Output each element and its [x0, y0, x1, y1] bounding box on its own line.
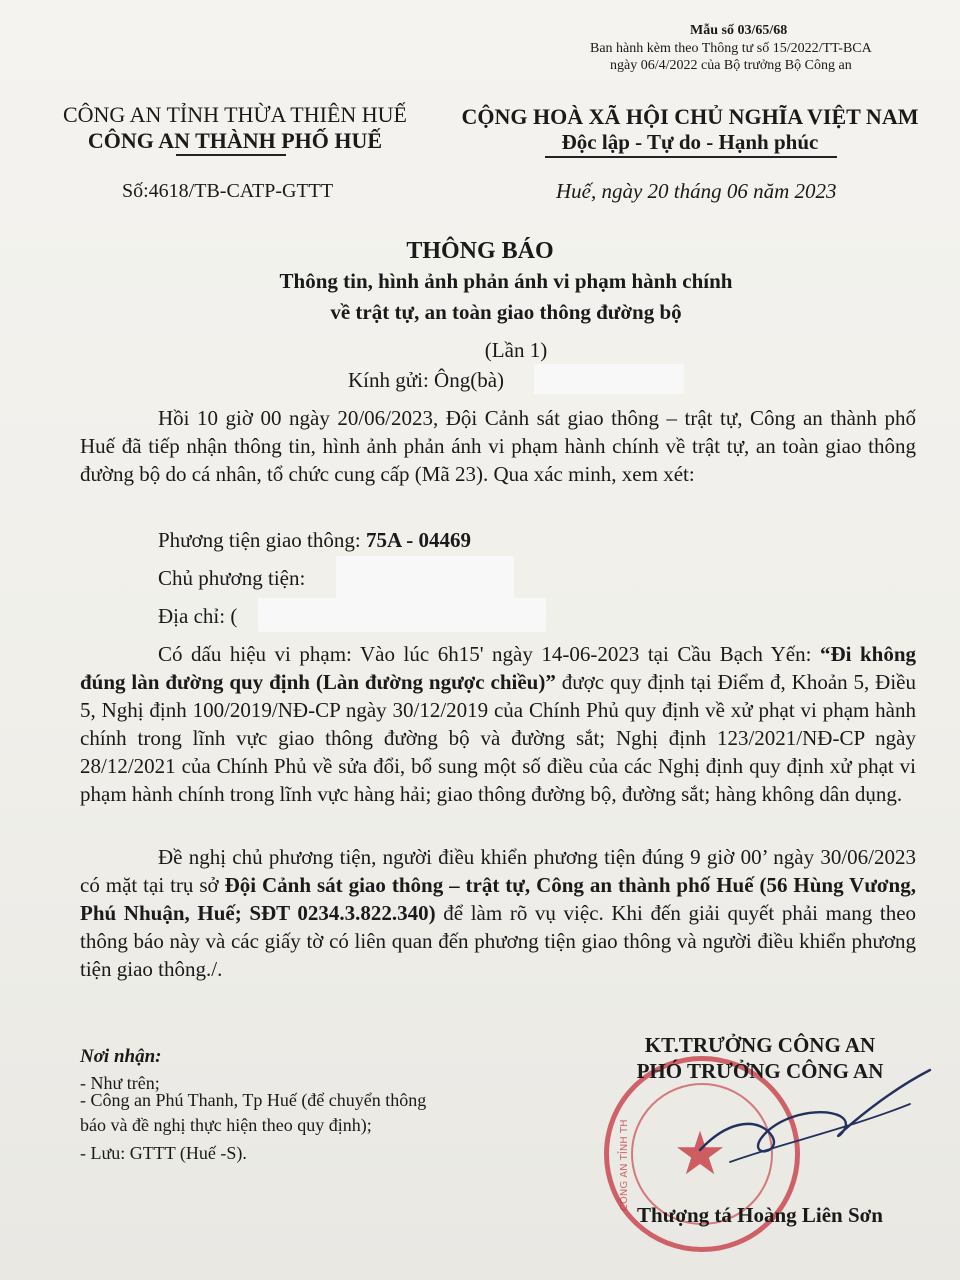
- recipients-item2a: - Công an Phú Thanh, Tp Huế (để chuyển thông: [80, 1090, 427, 1110]
- recipient-label: Kính gửi: Ông(bà): [348, 368, 505, 392]
- vehicle-label: Phương tiện giao thông:: [158, 528, 361, 552]
- title-line1: Thông tin, hình ảnh phản ánh vi phạm hành chính: [279, 269, 733, 293]
- recipients-item3: - Lưu: GTTT (Huế -S).: [80, 1143, 247, 1163]
- seal-star-icon: ★: [673, 1119, 727, 1189]
- recipients-item2b: báo và đề nghị thực hiện theo quy định);: [80, 1115, 372, 1135]
- agency-name: CÔNG AN THÀNH PHỐ HUẾ: [87, 128, 383, 153]
- title-line2: về trật tự, an toàn giao thông đường bộ: [330, 300, 682, 324]
- document-title: THÔNG BÁO: [406, 238, 554, 264]
- motto-underline: [545, 156, 837, 158]
- agency-underline: [176, 154, 286, 156]
- signer-name: Thượng tá Hoàng Liên Sơn: [637, 1203, 883, 1227]
- form-issued-line2: ngày 06/4/2022 của Bộ trưởng Bộ Công an: [610, 58, 852, 73]
- request-office: Đội Cảnh sát giao thông – trật tự, Công an thành phố Huế (56 Hùng Vương, Phú Nhuận, Huế; SĐT 0234.3.822.340): [80, 873, 916, 925]
- round-label: (Lần 1): [484, 338, 548, 362]
- handwritten-signature: [690, 1058, 940, 1178]
- recipients-item1: - Như trên;: [80, 1073, 160, 1093]
- signer-line1: KT.TRƯỞNG CÔNG AN: [644, 1033, 876, 1057]
- nation-name: CỘNG HOÀ XÃ HỘI CHỦ NGHĨA VIỆT NAM: [461, 104, 919, 129]
- redacted-recipient: [534, 364, 684, 394]
- address-label: Địa chỉ:: [158, 604, 226, 628]
- paragraph-received: Hồi 10 giờ 00 ngày 20/06/2023, Đội Cảnh sát giao thông – trật tự, Công an thành phố Huế đã tiếp nhận thông tin, hình ảnh phản ánh vi phạm hành chính về trật tự, an toàn giao thông đường bộ do cá nhân, tổ chức cung cấp (Mã 23). Qua xác minh, xem xét:: [80, 406, 916, 486]
- paragraph-violation: [80, 640, 916, 808]
- redacted-address: [258, 598, 546, 632]
- recipients-heading: Nơi nhận:: [80, 1046, 162, 1067]
- address-line: [158, 604, 237, 629]
- document-number: Số:4618/TB-CATP-GTTT: [122, 180, 334, 202]
- signer-line2: PHÓ TRƯỞNG CÔNG AN: [636, 1059, 884, 1083]
- form-number: Mẫu số 03/65/68: [690, 23, 788, 38]
- request-part2: để làm rõ vụ việc. Khi đến giải quyết phải mang theo thông báo này và các giấy tờ có liên quan đến phương tiện giao thông và người điều khiển phương tiện giao thông./.: [80, 901, 917, 981]
- request-part1: Đề nghị chủ phương tiện, người điều khiển phương tiện đúng 9 giờ 00’ ngày 30/06/2023 có mặt tại trụ sở: [80, 845, 916, 897]
- violation-intro: Có dấu hiệu vi phạm: Vào lúc 6h15' ngày 14-06-2023 tại Cầu Bạch Yến:: [158, 642, 812, 666]
- vehicle-plate: 75A - 04469: [365, 528, 471, 552]
- paragraph-request: [80, 843, 916, 983]
- form-issued-line1: Ban hành kèm theo Thông tư số 15/2022/TT-BCA: [590, 41, 872, 56]
- vehicle-line: [158, 528, 471, 553]
- agency-parent: CÔNG AN TỈNH THỪA THIÊN HUẾ: [62, 102, 407, 127]
- redacted-owner: [336, 556, 514, 598]
- seal-text: CÔNG AN TỈNH TH: [619, 1119, 630, 1211]
- place-date: Huế, ngày 20 tháng 06 năm 2023: [556, 179, 837, 203]
- violation-act: “Đi không đúng làn đường quy định (Làn đường ngược chiều)”: [80, 642, 917, 694]
- nation-motto: Độc lập - Tự do - Hạnh phúc: [561, 130, 819, 154]
- owner-label: Chủ phương tiện:: [158, 566, 306, 590]
- address-initial: (: [230, 604, 238, 628]
- violation-legal-basis: được quy định tại Điểm đ, Khoản 5, Điều 5, Nghị định 100/2019/NĐ-CP ngày 30/12/2019 của Chính Phủ quy định về xử phạt vi phạm hành chính trong lĩnh vực giao thông đường bộ và đường sắt; Nghị định 123/2021/NĐ-CP ngày 28/12/2021 của Chính Phủ về sửa đổi, bổ sung một số điều của các Nghị định quy định xử phạt vi phạm hành chính trong lĩnh vực hàng hải; giao thông đường bộ, đường sắt; hàng không dân dụng.: [80, 670, 916, 806]
